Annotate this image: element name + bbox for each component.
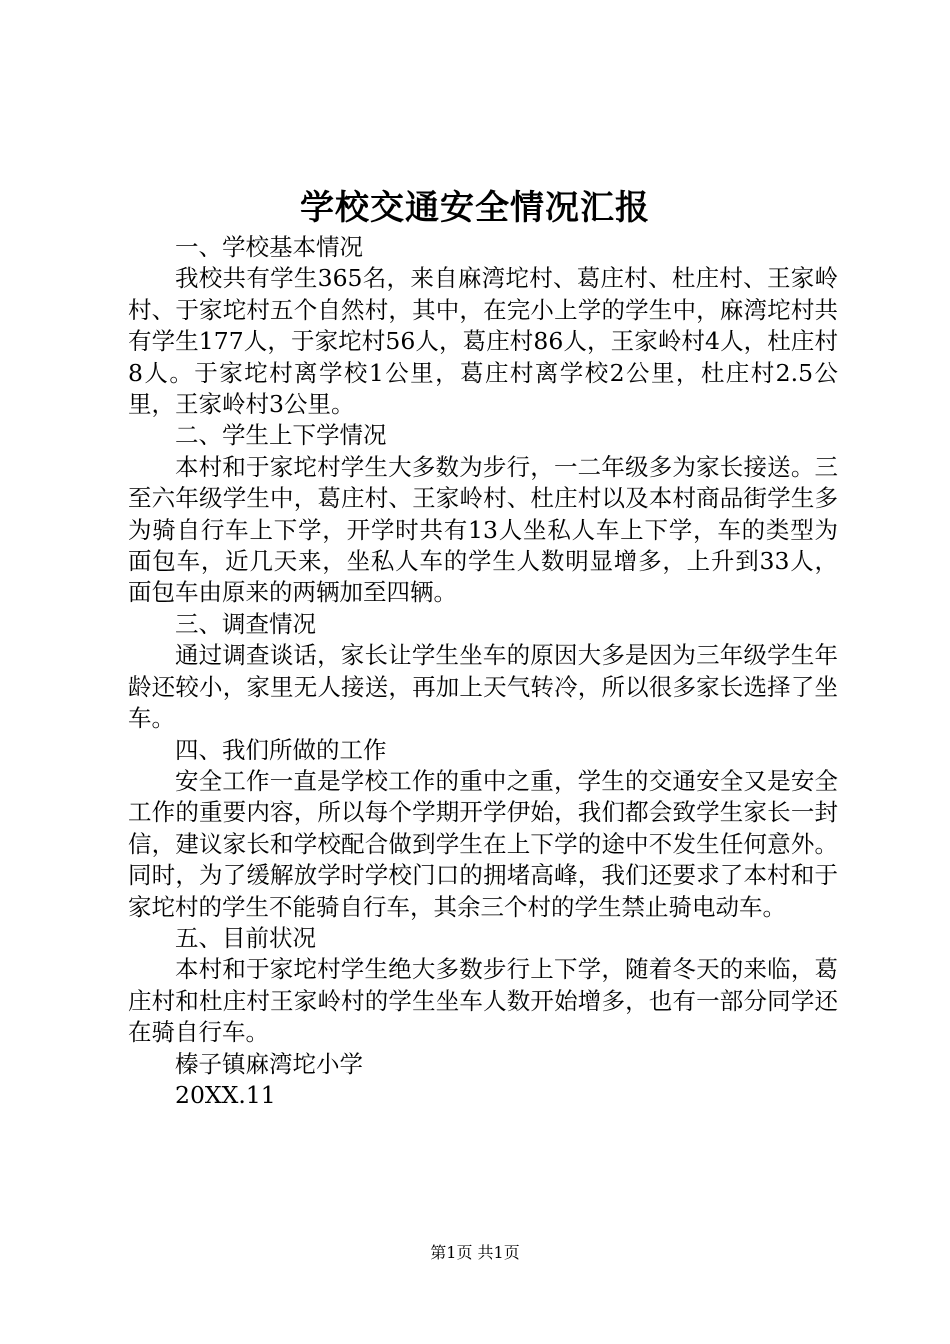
section-heading-survey: 三、调查情况 — [175, 609, 316, 638]
signature-school: 榛子镇麻湾坨小学 — [175, 1049, 363, 1078]
section-heading-work-done: 四、我们所做的工作 — [175, 735, 387, 764]
paragraph-current-status: 本村和于家坨村学生绝大多数步行上下学，随着冬天的来临，葛庄村和杜庄村王家岭村的学生坐车人数开始增多，也有一部分同学还在骑自行车。 — [128, 955, 838, 1047]
section-heading-basic-info: 一、学校基本情况 — [175, 233, 363, 261]
paragraph-work-done: 安全工作一直是学校工作的重中之重，学生的交通安全又是安全工作的重要内容，所以每个学期开学伊始，我们都会致学生家长一封信，建议家长和学校配合做到学生在上下学的途中不发生任何意外。同时，为了缓解放学时学校门口的拥堵高峰，我们还要求了本村和于家坨村的学生不能骑自行车，其余三个村的学生禁止骑电动车。 — [128, 766, 838, 921]
paragraph-commute: 本村和于家坨村学生大多数为步行，一二年级多为家长接送。三至六年级学生中，葛庄村、王家岭村、杜庄村以及本村商品街学生多为骑自行车上下学，开学时共有13人坐私人车上下学，车的类型为面包车，近几天来，坐私人车的学生人数明显增多，上升到33人，面包车由原来的两辆加至四辆。 — [128, 452, 838, 607]
section-heading-commute: 二、学生上下学情况 — [175, 421, 387, 450]
paragraph-survey: 通过调查谈话，家长让学生坐车的原因大多是因为三年级学生年龄还较小，家里无人接送，再加上天气转冷，所以很多家长选择了坐车。 — [128, 641, 838, 733]
document-title: 学校交通安全情况汇报 — [300, 188, 650, 228]
signature-date: 20XX.11 — [175, 1080, 276, 1109]
paragraph-basic-info: 我校共有学生365名，来自麻湾坨村、葛庄村、杜庄村、王家岭村、于家坨村五个自然村，其中，在完小上学的学生中，麻湾坨村共有学生177人，于家坨村56人，葛庄村86人，王家岭村4人，杜庄村8人。于家坨村离学校1公里，葛庄村离学校2公里，杜庄村2.5公里，王家岭村3公里。 — [128, 264, 838, 419]
document-body — [128, 232, 838, 1111]
section-heading-current-status: 五、目前状况 — [175, 923, 316, 952]
page-number-footer: 第1页 共1页 — [430, 1243, 520, 1262]
